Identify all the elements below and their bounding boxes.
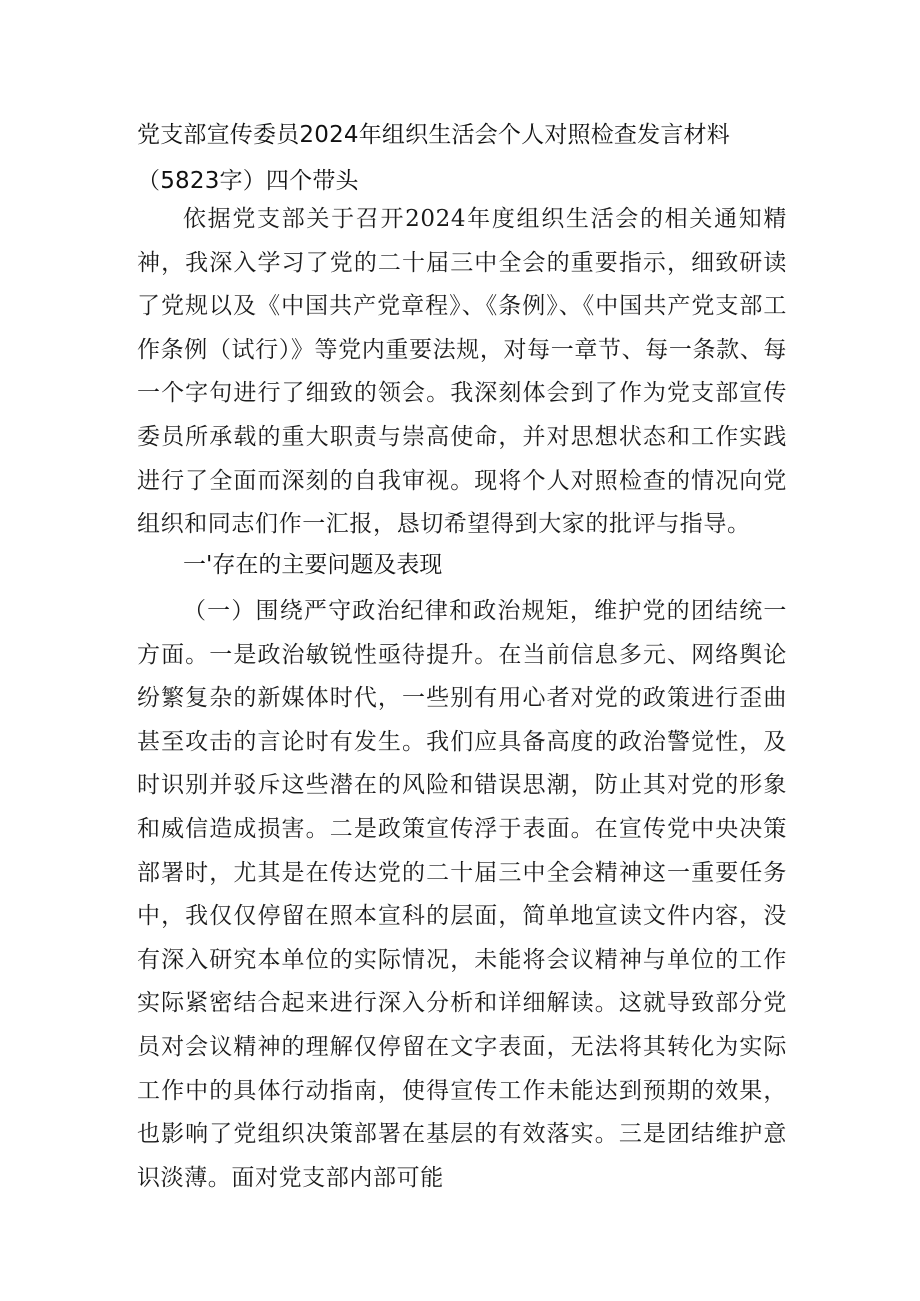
document-title: 党支部宣传委员2024年组织生活会个人对照检查发言材料（5823字）四个带头 [137,122,730,194]
section-paragraph: （一）围绕严守政治纪律和政治规矩，维护党的团结统一方面。一是政治敏锐性亟待提升。在当前信息多元、网络舆论纷繁复杂的新媒体时代，一些别有用心者对党的政策进行歪曲甚至攻击的言论时有发生。我们应具备高度的政治警觉性，及时识别并驳斥这些潜在的风险和错误思潮，防止其对党的形象和威信造成损害。二是政策宣传浮于表面。在宣传党中央决策部署时，尤其是在传达党的二十届三中全会精神这一重要任务中，我仅仅停留在照本宣科的层面，简单地宣读文件内容，没有深入研究本单位的实际情况，未能将会议精神与单位的工作实际紧密结合起来进行深入分析和详细解读。这就导致部分党员对会议精神的理解仅停留在文字表面，无法将其转化为实际工作中的具体行动指南，使得宣传工作未能达到预期的效果，也影响了党组织决策部署在基层的有效落实。三是团结维护意识淡薄。面对党支部内部可能 [137,598,787,1191]
section-heading: 一'存在的主要问题及表现 [183,552,443,578]
intro-paragraph: 依据党支部关于召开2024年度组织生活会的相关通知精神，我深入学习了党的二十届三中全会的重要指示，细致研读了党规以及《中国共产党章程》、《条例》、《中国共产党支部工作条例（试行）》等党内重要法规，对每一章节、每一条款、每一个字句进行了细致的领会。我深刻体会到了作为党支部宣传委员所承载的重大职责与崇高使命，并对思想状态和工作实践进行了全面而深刻的自我审视。现将个人对照检查的情况向党组织和同志们作一汇报，恳切希望得到大家的批评与指导。 [137,206,787,538]
